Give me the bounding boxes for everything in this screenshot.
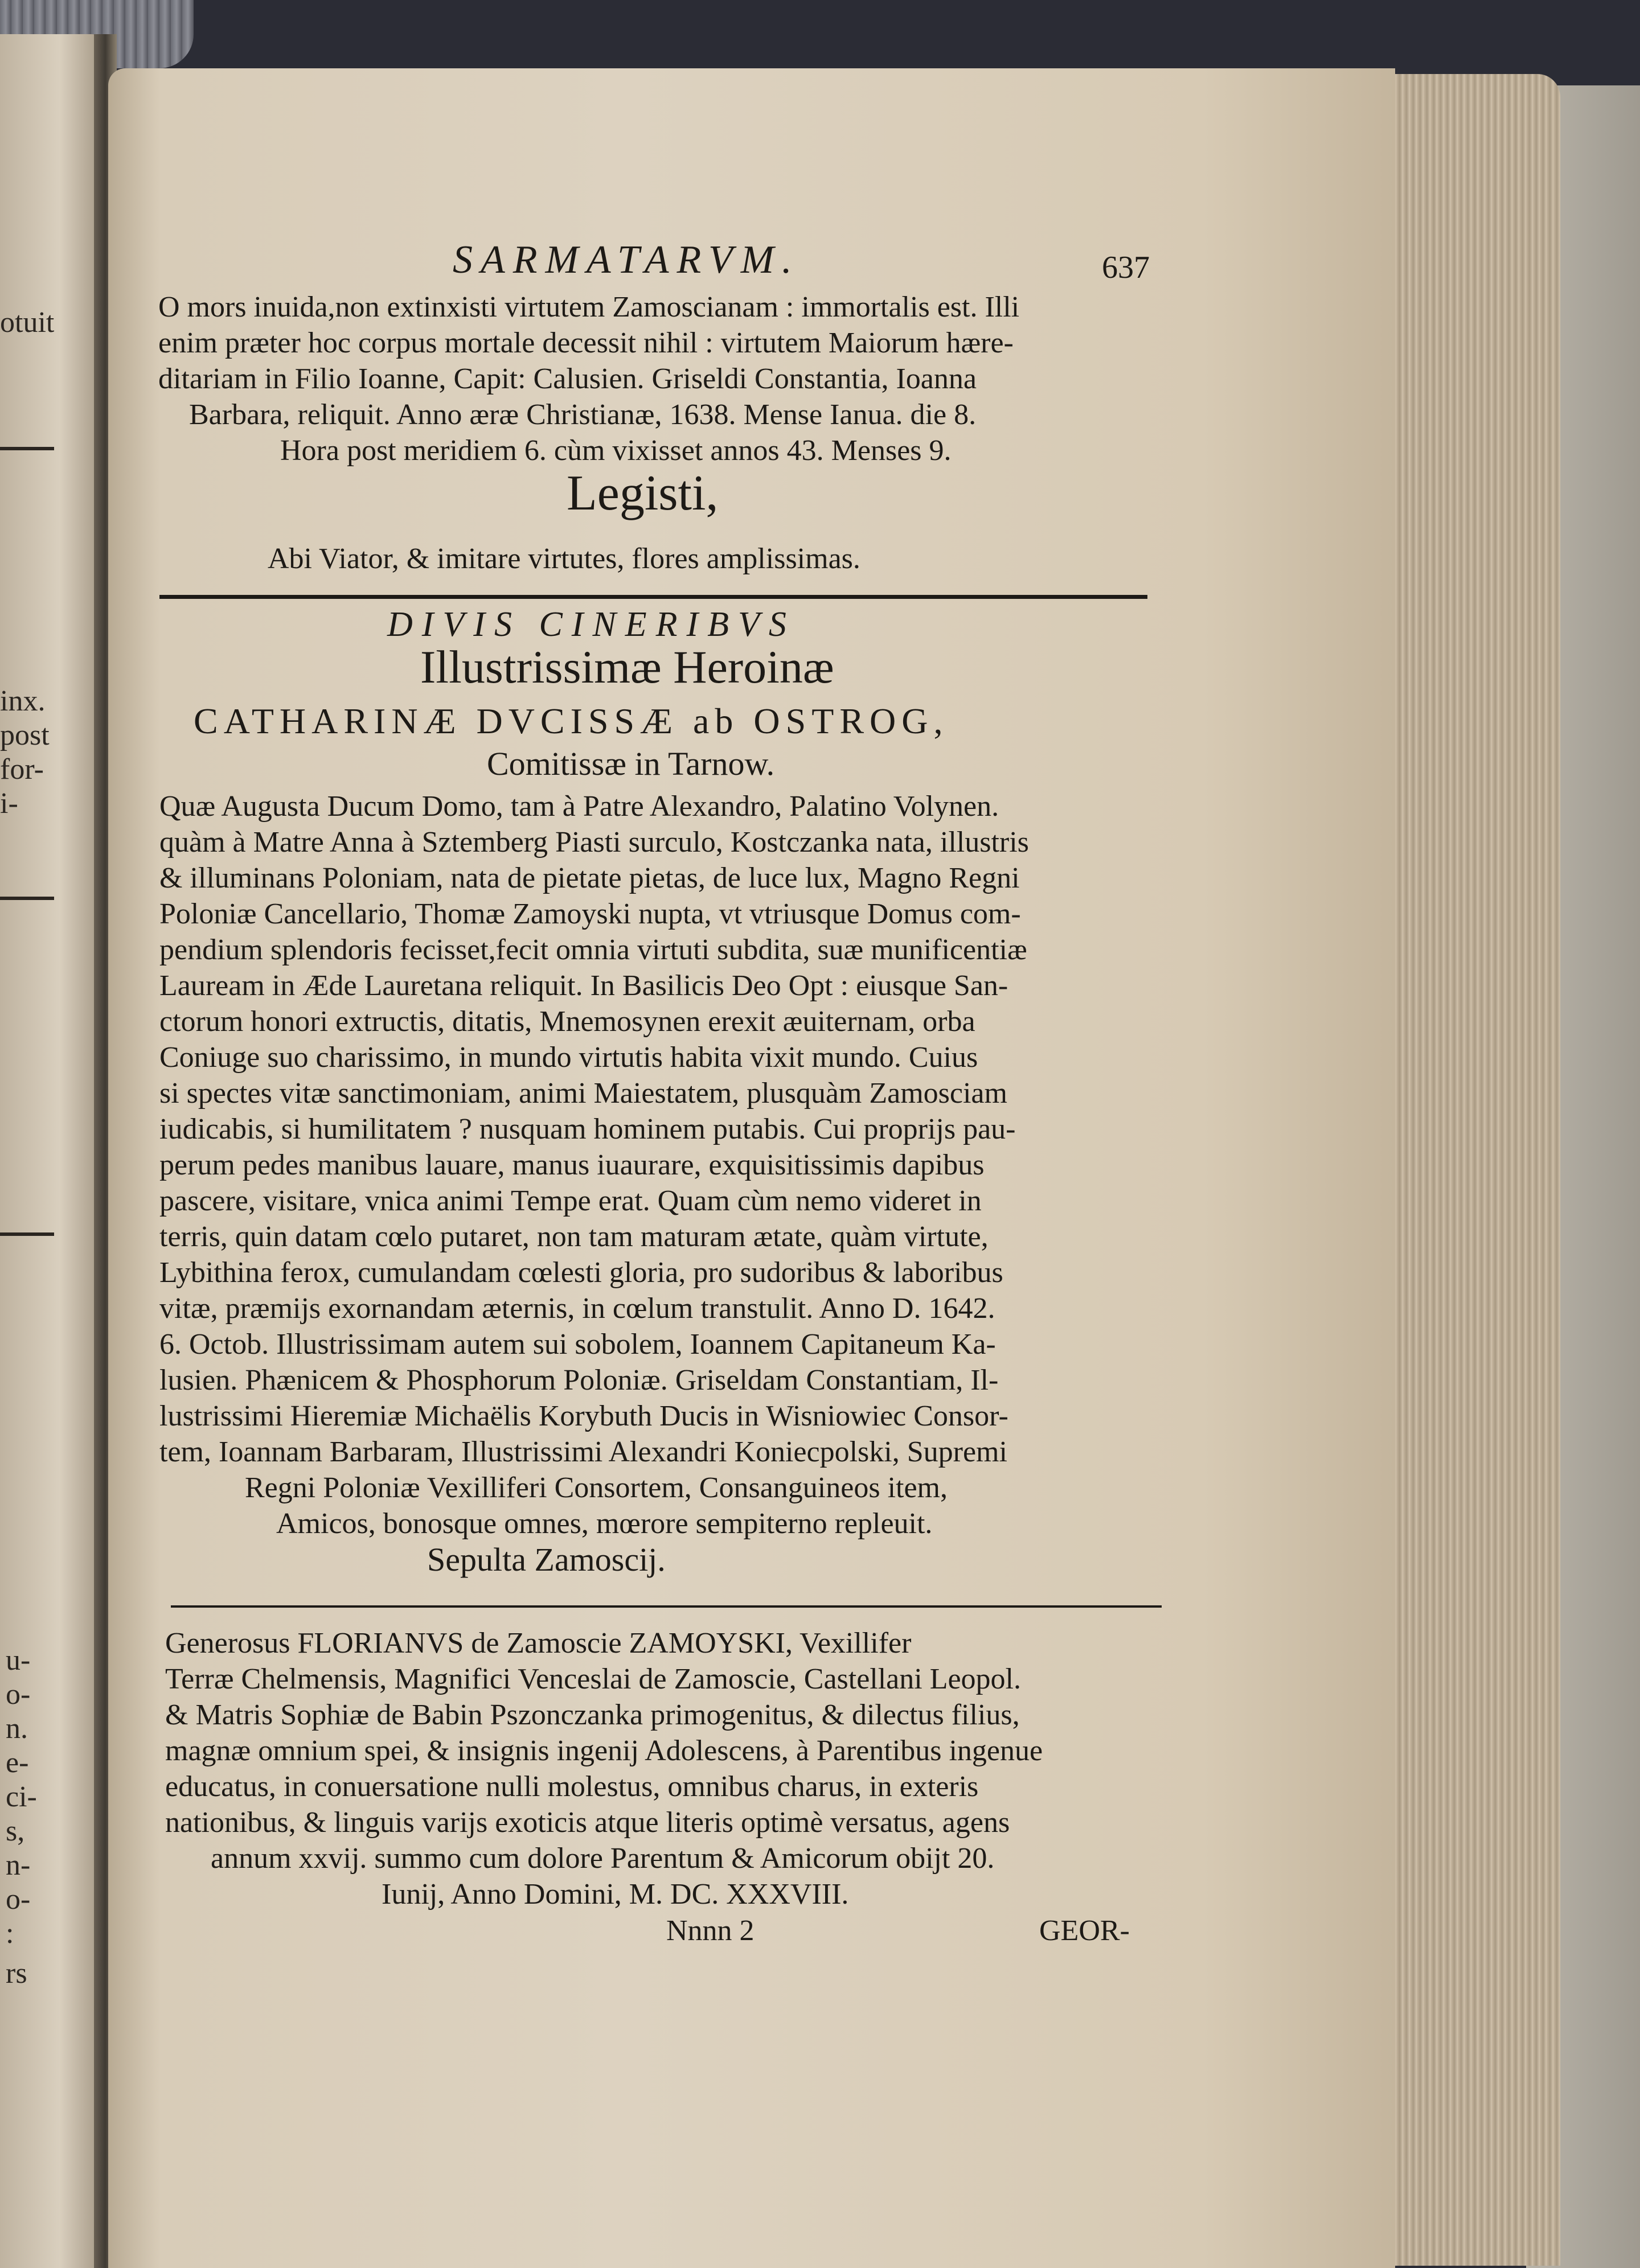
left-page-fragment: ci-: [6, 1781, 37, 1813]
text-line: terris, quin datam cœlo putaret, non tam maturam ætate, quàm virtute,: [159, 1221, 989, 1253]
text-line: nationibus, & linguis varijs exoticis atque literis optimè versatus, agens: [165, 1806, 1010, 1839]
text-line: ditariam in Filio Ioanne, Capit: Calusien. Griseldi Constantia, Ioanna: [158, 363, 977, 395]
left-page-rule: [0, 1232, 54, 1236]
section-rule: [171, 1605, 1162, 1608]
text-line: Terræ Chelmensis, Magnifici Venceslai de Zamoscie, Castellani Leopol.: [165, 1663, 1021, 1695]
text-line: lusien. Phænicem & Phosphorum Poloniæ. Griseldam Constantiam, Il-: [159, 1364, 999, 1396]
left-page-fragment: u-: [6, 1644, 31, 1677]
text-line: Lauream in Æde Lauretana reliquit. In Basilicis Deo Opt : eiusque San-: [159, 969, 1008, 1002]
text-line: Barbara, reliquit. Anno æræ Christianæ, 1638. Mense Ianua. die 8.: [189, 398, 977, 431]
text-line: si spectes vitæ sanctimoniam, animi Maiestatem, plusquàm Zamosciam: [159, 1077, 1007, 1110]
text-line: lustrissimi Hieremiæ Michaëlis Korybuth Ducis in Wisniowiec Consor-: [159, 1400, 1008, 1432]
text-line: Regni Poloniæ Vexilliferi Consortem, Consanguineos item,: [245, 1472, 948, 1504]
book-fore-edge: [1389, 74, 1560, 2266]
text-line: annum xxvij. summo cum dolore Parentum & Amicorum obijt 20.: [211, 1842, 995, 1875]
text-line: Lybithina ferox, cumulandam cœlesti gloria, pro sudoribus & laboribus: [159, 1256, 1003, 1289]
text-line: Amicos, bonosque omnes, mœrore sempiterno repleuit.: [276, 1507, 933, 1540]
text-line: 6. Octob. Illustrissimam autem sui sobolem, Ioannem Capitaneum Ka-: [159, 1328, 996, 1361]
running-head: SARMATARVM.: [453, 238, 800, 282]
text-line: Hora post meridiem 6. cùm vixisset annos 43. Menses 9.: [280, 434, 952, 467]
left-page-rule: [0, 447, 54, 450]
left-page-fragment: n-: [6, 1849, 31, 1881]
text-line: O mors inuida,non extinxisti virtutem Zamoscianam : immortalis est. Illi: [158, 291, 1020, 323]
legisti-heading: Legisti,: [567, 466, 719, 521]
text-line: Poloniæ Cancellario, Thomæ Zamoyski nupta, vt vtriusque Domus com-: [159, 898, 1021, 930]
text-line: Quæ Augusta Ducum Domo, tam à Patre Alexandro, Palatino Volynen.: [159, 790, 999, 823]
epitaph-heading: DIVIS CINERIBVS: [387, 605, 796, 644]
text-line: perum pedes manibus lauare, manus iuaurare, exquisitissimis dapibus: [159, 1149, 985, 1181]
left-page-fragment: n.: [6, 1712, 28, 1745]
section-rule: [159, 595, 1147, 599]
left-page-fragment: inx.: [0, 685, 46, 717]
left-page-fragment: :: [6, 1917, 14, 1950]
epitaph-title: Comitissæ in Tarnow.: [487, 745, 775, 782]
abi-viator-line: Abi Viator, & imitare virtutes, flores amplissimas.: [268, 543, 860, 575]
epitaph-name: CATHARINÆ DVCISSÆ ab OSTROG,: [194, 701, 949, 741]
text-line: tem, Ioannam Barbaram, Illustrissimi Alexandri Koniecpolski, Supremi: [159, 1436, 1007, 1468]
left-facing-page: [0, 34, 108, 2268]
text-line: Iunij, Anno Domini, M. DC. XXXVIII.: [382, 1878, 849, 1910]
signature-mark: Nnnn 2: [666, 1914, 755, 1947]
left-page-fragment: i-: [0, 787, 18, 820]
text-line: magnæ omnium spei, & insignis ingenij Adolescens, à Parentibus ingenue: [165, 1735, 1043, 1767]
text-line: enim præter hoc corpus mortale decessit nihil : virtutem Maiorum hære-: [158, 327, 1014, 359]
left-page-fragment: for-: [0, 753, 44, 786]
left-page-fragment: o-: [6, 1678, 31, 1711]
left-page-fragment: otuit: [0, 306, 55, 339]
left-page-fragment: rs: [6, 1957, 27, 1990]
text-line: & Matris Sophiæ de Babin Pszonczanka primogenitus, & dilectus filius,: [165, 1699, 1020, 1731]
text-line: quàm à Matre Anna à Sztemberg Piasti surculo, Kostczanka nata, illustris: [159, 826, 1029, 858]
text-line: Coniuge suo charissimo, in mundo virtutis habita vixit mundo. Cuius: [159, 1041, 978, 1074]
text-line: iudicabis, si humilitatem ? nusquam hominem putabis. Cui proprijs pau-: [159, 1113, 1016, 1145]
left-page-fragment: s,: [6, 1815, 25, 1847]
text-line: pascere, visitare, vnica animi Tempe erat. Quam cùm nemo videret in: [159, 1185, 982, 1217]
text-line: vitæ, præmijs exornandam æternis, in cœlum transtulit. Anno D. 1642.: [159, 1292, 995, 1325]
text-line: ctorum honori extructis, ditatis, Mnemosynen erexit æuiternam, orba: [159, 1005, 975, 1038]
text-line: educatus, in conuersatione nulli molestus, omnibus charus, in exteris: [165, 1770, 979, 1803]
epitaph-subheading: Illustrissimæ Heroinæ: [420, 641, 834, 693]
page-number: 637: [1102, 250, 1150, 285]
left-page-rule: [0, 897, 54, 900]
sepulta-line: Sepulta Zamoscij.: [427, 1541, 666, 1578]
left-page-fragment: post: [0, 719, 50, 751]
text-line: Generosus FLORIANVS de Zamoscie ZAMOYSKI, Vexillifer: [165, 1627, 912, 1659]
left-page-fragment: o-: [6, 1883, 31, 1916]
catchword: GEOR-: [1039, 1914, 1130, 1947]
text-line: pendium splendoris fecisset,fecit omnia virtuti subdita, suæ munificentiæ: [159, 934, 1027, 966]
text-line: & illuminans Poloniam, nata de pietate pietas, de luce lux, Magno Regni: [159, 862, 1020, 894]
right-page: [108, 68, 1395, 2268]
left-page-fragment: e-: [6, 1747, 29, 1779]
